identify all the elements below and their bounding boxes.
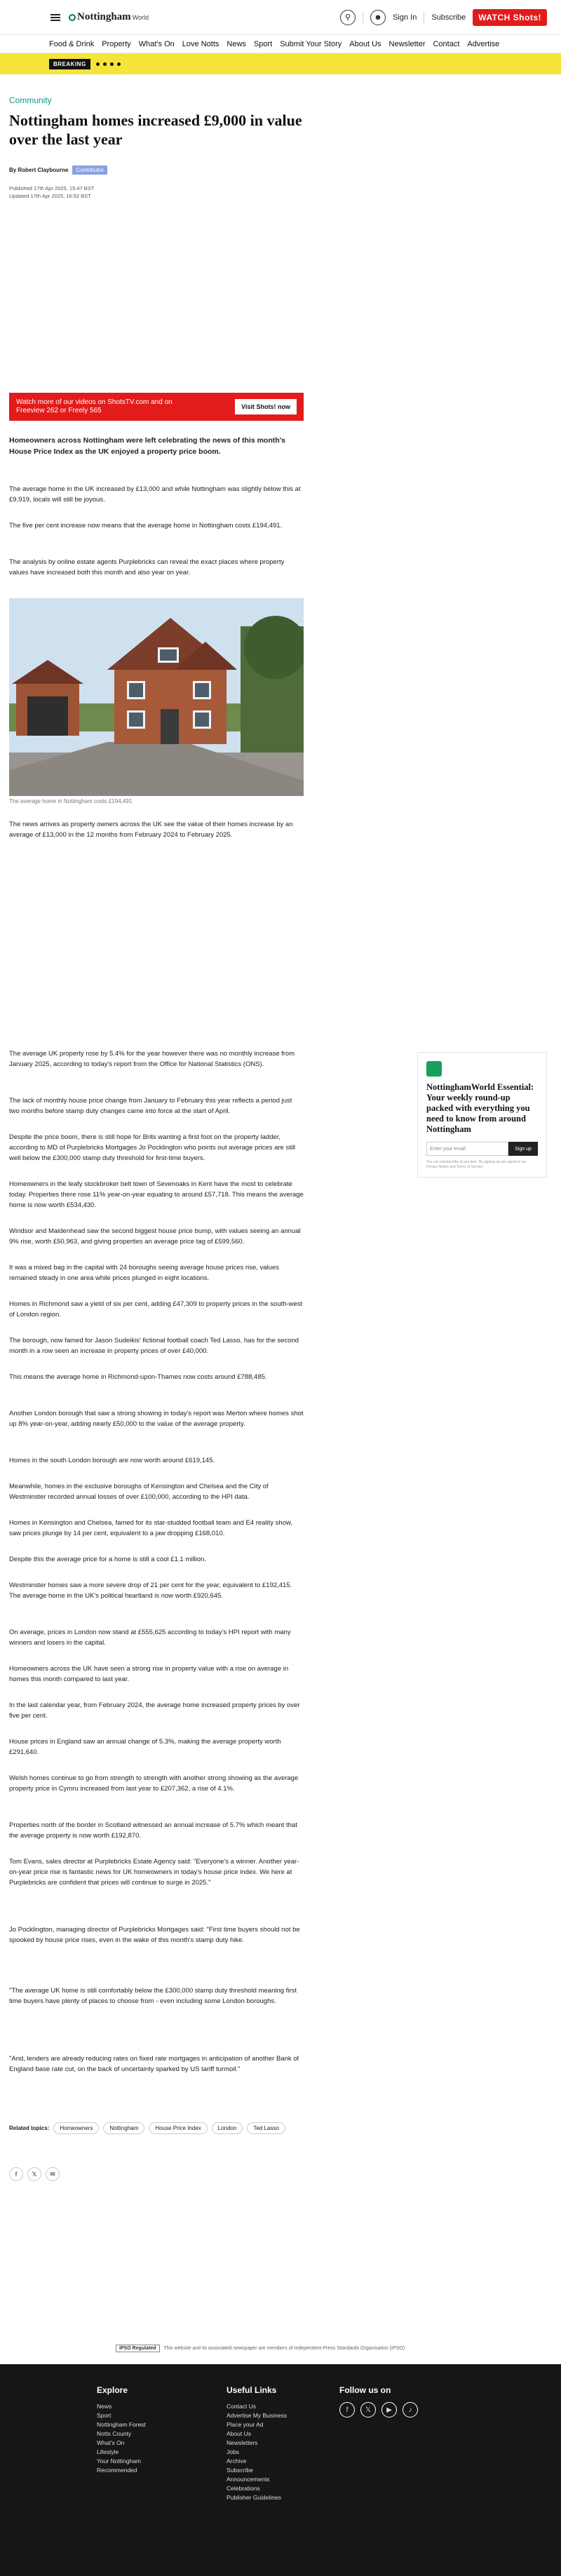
article-paragraph: Meanwhile, homes in the exclusive boroughs of Kensington and Chelsea and the City of Westminster recorded annual losses of over £100,000, according to the HPI data. (9, 1483, 269, 1501)
article-paragraph: It was a mixed bag in the capital with 24 boroughs seeing average house prices rise, values remained steady in one area while prices plunged in eight locations. (9, 1264, 279, 1282)
search-icon[interactable]: ⚲ (340, 10, 356, 25)
carousel-dots[interactable] (96, 62, 121, 66)
article-paragraph: Homes in Richmond saw a yield of six per cent, adding £47,309 to property prices in the south-west of London region. (9, 1300, 303, 1319)
nav-item[interactable]: Sport (253, 39, 273, 48)
article-paragraph: Windsor and Maidenhead saw the second biggest house price bump, with values seeing an annual 9% rise, worth £50,963, and giving properties an average price tag of £599,560. (9, 1227, 301, 1246)
house-illustration (9, 598, 304, 796)
article-paragraph: The five per cent increase now means that the average home in Nottingham costs £194,491. (9, 522, 283, 530)
tiktok-icon[interactable]: ♪ (403, 2402, 418, 2417)
article-paragraph: Homeowners in the leafy stockbroker belt town of Sevenoaks in Kent have the most to celebrate today. Properties there rose 11% year-on-year equating to around £57,718. This means the average home is now worth £534,430. (9, 1180, 304, 1209)
nav-item[interactable]: Contact (433, 39, 460, 48)
footer-link[interactable]: Newsletters (227, 2439, 258, 2446)
nav-item[interactable]: Love Notts (182, 39, 219, 48)
ipso-badge[interactable]: IPSO Regulated (116, 2345, 160, 2352)
article-paragraph: Welsh homes continue to go from strength to strength with another strong showing as the average property price in Cymru increased from last year to £207,362, a rise of 4.1%. (9, 1774, 299, 1793)
footer-explore (97, 2385, 146, 2475)
topic-tag[interactable]: House Price Index (149, 2122, 207, 2134)
newsletter-signup (417, 1052, 547, 1178)
topic-tag[interactable]: Homeowners (53, 2122, 99, 2134)
article-quote: "And, lenders are already reducing rates on fixed rate mortgages in anticipation of another Bank of England base rate cut, on the back of uncertainty sparked by US tariff turmoil." (9, 2055, 299, 2073)
topic-tag[interactable]: Nottingham (103, 2122, 144, 2134)
topic-tag[interactable]: Ted Lasso (247, 2122, 285, 2134)
site-footer (0, 2364, 561, 2576)
article-dates (9, 184, 94, 200)
main-nav (0, 35, 561, 53)
nav-item[interactable]: Newsletter (388, 39, 426, 48)
nav-item[interactable]: Property (102, 39, 131, 48)
footer-link[interactable]: Announcements (227, 2476, 270, 2483)
article-paragraph: House prices in England saw an annual change of 5.3%, making the average property worth £291,640. (9, 1738, 281, 1756)
site-header (0, 0, 561, 35)
article-paragraph: Despite this the average price for a home is still a cool £1.1 million. (9, 1556, 206, 1563)
author-badge: Contributor (72, 166, 107, 175)
related-topics-label: Related topics: (9, 2125, 50, 2131)
breaking-label: BREAKING (49, 59, 90, 69)
article-paragraph: The average home in the UK increased by £13,000 and while Nottingham was slightly below this at £9,919, locals will still be joyous. (9, 485, 301, 504)
published-date: Published 17th Apr 2025, 15:47 BST (9, 185, 95, 191)
article-paragraph: The lack of monthly house price change from January to February this year reflects a period just two months before stamp duty changes came into force at the start of April. (9, 1097, 292, 1115)
footer-link[interactable]: Advertise My Business (227, 2412, 287, 2419)
youtube-icon[interactable]: ▶ (381, 2402, 397, 2417)
newsletter-fine-print: You can unsubscribe at any time. By signing up you agree to our Privacy Notice and Terms of Service. (426, 1160, 527, 1169)
article-paragraph: The news arrives as property owners across the UK see the value of their homes increase by an average of £13,000 in the 12 months from February 2024 to February 2025. (9, 821, 293, 839)
user-icon[interactable]: ☻ (370, 10, 386, 25)
footer-link[interactable]: Nottingham Forest (97, 2421, 146, 2428)
newsletter-title: NottinghamWorld Essential: Your weekly round-up packed with everything you need to know from around Nottingham (426, 1082, 534, 1134)
nav-item[interactable]: What's On (138, 39, 175, 48)
footer-link[interactable]: Subscribe (227, 2467, 253, 2474)
ipso-notice (116, 2345, 405, 2352)
visit-shots-button[interactable]: Visit Shots! now (235, 399, 297, 414)
email-field[interactable]: Enter your email (426, 1142, 508, 1156)
footer-link[interactable]: What's On (97, 2439, 125, 2446)
shots-promo-banner[interactable] (9, 393, 304, 421)
breaking-news-bar (0, 53, 561, 74)
facebook-icon[interactable]: f (339, 2402, 355, 2417)
footer-link[interactable]: Your Nottingham (97, 2457, 142, 2464)
article-paragraph: This means the average home in Richmond-upon-Thames now costs around £788,485. (9, 1373, 267, 1381)
article-quote: Jo Pocklington, managing director of Purplebricks Mortgages said: "First time buyers should not be spooked by house price rises, even in the wake of this month's stamp duty hike. (9, 1926, 300, 1944)
menu-icon[interactable] (50, 14, 60, 21)
article-quote: Tom Evans, sales director at Purplebricks Estate Agency said: "Everyone's a winner. Another year-on-year price rise is fantastic news for UK homeowners in today's house price index. We here at Purplebricks are confident that prices will continue to surge in 2025." (9, 1858, 299, 1887)
byline (9, 166, 107, 175)
nav-item[interactable]: Food & Drink (49, 39, 95, 48)
article-paragraph: The borough, now famed for Jason Sudeikis' fictional football coach Ted Lasso, has for the second month in a row seen an increase in property prices of over £40,000. (9, 1337, 299, 1355)
promo-text: Watch more of our videos on ShotsTV.com and on Freeview 262 or Freely 565 (16, 398, 173, 414)
footer-link[interactable]: Publisher Guidelines (227, 2494, 281, 2501)
article-paragraph: The average UK property rose by 5.4% for the year however there was no monthly increase from January 2025, according to today's report from the Office for National Statistics (ONS). (9, 1050, 295, 1068)
footer-link[interactable]: Recommended (97, 2467, 137, 2474)
footer-link[interactable]: Jobs (227, 2448, 239, 2455)
ipso-text: This website and its associated newspaper are members of Independent Press Standards Organisation (IPSO) (163, 2346, 405, 2351)
updated-date: Updated 17th Apr 2025, 16:52 BST (9, 193, 91, 199)
nav-item[interactable]: Submit Your Story (280, 39, 342, 48)
photo-caption: The average home in Nottingham costs £194,491 (9, 798, 133, 804)
sign-in-link[interactable]: Sign In (393, 13, 417, 22)
footer-link[interactable]: Contact Us (227, 2403, 257, 2410)
newsletter-logo-icon (426, 1061, 442, 1077)
nav-item[interactable]: Advertise (467, 39, 500, 48)
article-paragraph: In the last calendar year, from February 2024, the average home increased property prices by over five per cent. (9, 1701, 300, 1720)
article-paragraph: Homeowners across the UK have seen a strong rise in property value with a rise on average in homes this month compared to last year. (9, 1665, 289, 1683)
footer-follow-title: Follow us on (339, 2385, 391, 2395)
footer-link[interactable]: About Us (227, 2430, 251, 2437)
x-icon[interactable]: 𝕏 (27, 2167, 41, 2181)
article-lede: Homeowners across Nottingham were left celebrating the news of this month's House Price Index as the UK enjoyed a property price boom. (9, 436, 285, 456)
nav-item[interactable]: News (227, 39, 246, 48)
article-paragraph: Another London borough that saw a strong showing in today's report was Merton where homes shot up 8% year-on-year, adding nearly £50,000 to the value of the average property. (9, 1410, 304, 1428)
nav-item[interactable]: About Us (349, 39, 381, 48)
footer-link[interactable]: News (97, 2403, 112, 2410)
article-paragraph: Homes in Kensington and Chelsea, famed for its star-studded football team and E4 reality show, saw prices plunge by 14 per cent, equivalent to a jaw dropping £168,010. (9, 1519, 292, 1537)
footer-link[interactable]: Celebrations (227, 2485, 260, 2492)
sign-up-button[interactable]: Sign up (508, 1142, 538, 1156)
related-topics (9, 2122, 304, 2134)
topic-tag[interactable]: London (212, 2122, 243, 2134)
share-buttons (9, 2167, 60, 2181)
footer-link[interactable]: Sport (97, 2412, 111, 2419)
section-label[interactable]: Community (9, 95, 52, 105)
footer-link[interactable]: Notts County (97, 2430, 132, 2437)
footer-link[interactable]: Archive (227, 2457, 247, 2464)
article-paragraph: Despite the price boom, there is still hope for Brits wanting a first foot on the property ladder, according to MD of Purplebricks Mortgages Jo Pocklington who points out average prices are still well below the £300,000 stamp duty threshold for first-time buyers. (9, 1133, 296, 1162)
article-paragraph: Properties north of the border in Scotland witnessed an annual increase of 5.7% which meant that the average property is now worth £192,870. (9, 1821, 297, 1840)
article-paragraph: Homes in the south London borough are now worth around £619,145. (9, 1457, 215, 1464)
author-name[interactable]: By Robert Claybourne (9, 167, 69, 173)
logo-mark-icon (69, 14, 76, 21)
watch-shots-button[interactable]: WATCH Shots! (473, 9, 547, 26)
footer-follow (339, 2385, 418, 2417)
article-quote: "The average UK home is still comfortably below the £300,000 stamp duty threshold meaning first time buyers have plenty of places to choose from - even including some London boroughs. (9, 1987, 297, 2005)
house-photo[interactable] (9, 598, 304, 796)
footer-links-title: Useful Links (227, 2385, 277, 2395)
subscribe-link[interactable]: Subscribe (431, 13, 466, 22)
x-icon[interactable]: 𝕏 (360, 2402, 376, 2417)
article-paragraph: Westminster homes saw a more severe drop of 21 per cent for the year, equivalent to £192,415. The average home in the UK's political heartland is now worth £920,645. (9, 1582, 292, 1600)
article-paragraph: The analysis by online estate agents Purplebricks can reveal the exact places where property values have increased both this month and also year on year. (9, 558, 285, 576)
email-icon[interactable]: ✉ (46, 2167, 60, 2181)
footer-explore-title: Explore (97, 2385, 128, 2395)
site-logo[interactable]: Nottingham World (69, 11, 149, 23)
facebook-icon[interactable]: f (9, 2167, 23, 2181)
article-title: Nottingham homes increased £9,000 in value over the last year (9, 112, 302, 148)
footer-link[interactable]: Lifestyle (97, 2448, 119, 2455)
article-paragraph: On average, prices in London now stand at £555,625 according to today's HPI report with many winners and losers in the capital. (9, 1628, 291, 1647)
footer-link[interactable]: Place your Ad (227, 2421, 264, 2428)
footer-links (227, 2385, 287, 2502)
